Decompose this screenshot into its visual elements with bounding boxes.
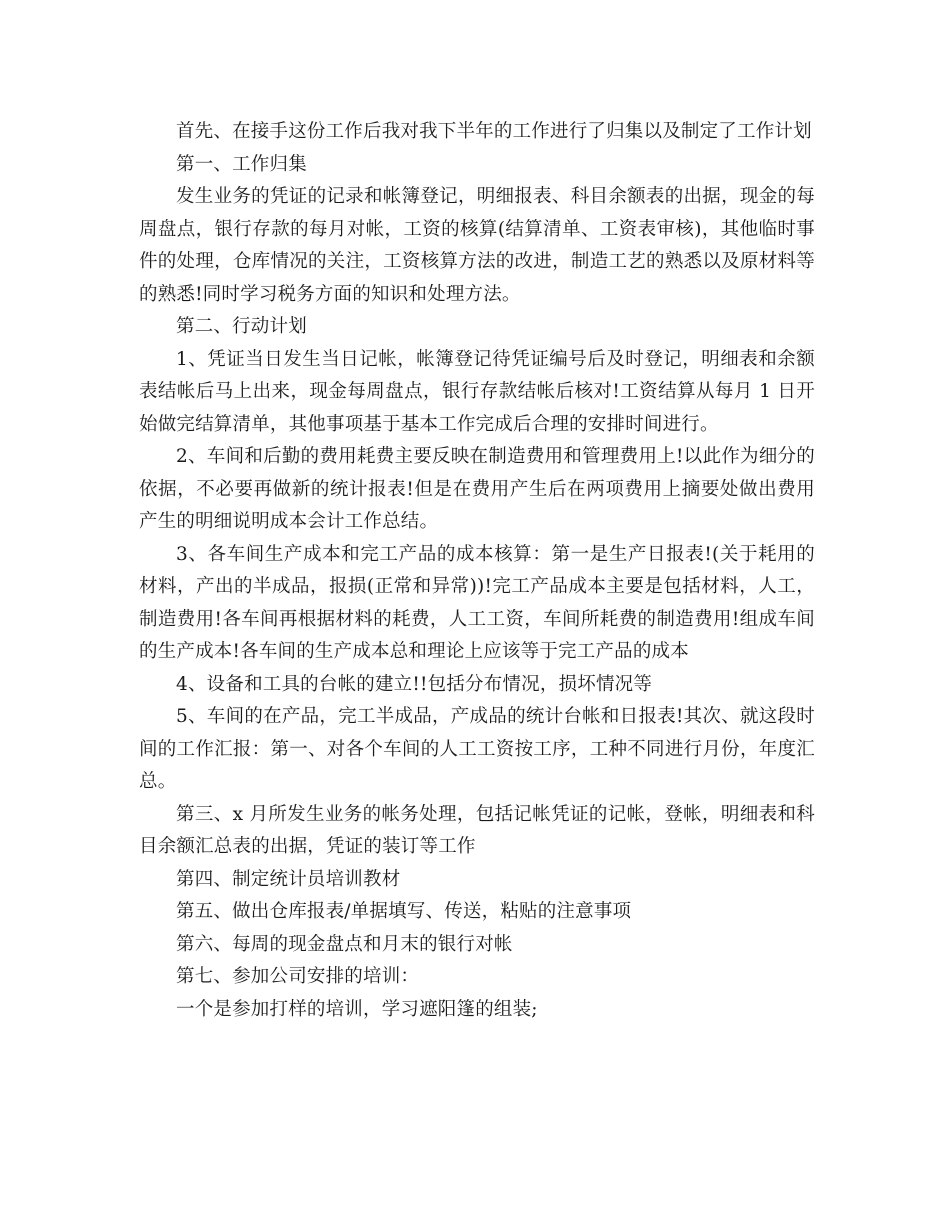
paragraph-item-1: 1、凭证当日发生当日记帐，帐簿登记待凭证编号后及时登记，明细表和余额表结帐后马上出来，现金每周盘点，银行存款结帐后核对!工资结算从每月 1 日开始做完结算清单，其他事项基于基本工作完成后合理的安排时间进行。	[139, 348, 815, 435]
paragraph-section-6: 第六、每周的现金盘点和月末的银行对帐	[176, 933, 513, 955]
paragraph-item-4: 4、设备和工具的台帐的建立!!包括分布情况，损坏情况等	[176, 673, 653, 695]
paragraph-section-4: 第四、制定统计员培训教材	[176, 868, 401, 890]
heading-section-1: 第一、工作归集	[176, 153, 307, 175]
heading-section-2: 第二、行动计划	[176, 316, 307, 337]
document-body	[139, 116, 815, 1026]
paragraph-intro: 首先、在接手这份工作后我对我下半年的工作进行了归集以及制定了工作计划	[176, 121, 812, 142]
paragraph-section-5: 第五、做出仓库报表/单据填写、传送，粘贴的注意事项	[176, 901, 632, 922]
paragraph-section-1: 发生业务的凭证的记录和帐簿登记，明细报表、科目余额表的出据，现金的每周盘点，银行存款的每月对帐，工资的核算(结算清单、工资表审核)，其他临时事件的处理，仓库情况的关注，工资核算方法的改进，制造工艺的熟悉以及原材料等的熟悉!同时学习税务方面的知识和处理方法。	[139, 186, 815, 305]
paragraph-section-3: 第三、x 月所发生业务的帐务处理，包括记帐凭证的记帐，登帐，明细表和科目余额汇总表的出据，凭证的装订等工作	[139, 803, 815, 857]
paragraph-training-1: 一个是参加打样的培训，学习遮阳篷的组装;	[176, 998, 538, 1020]
paragraph-item-3: 3、各车间生产成本和完工产品的成本核算：第一是生产日报表!(关于耗用的材料，产出的半成品，报损(正常和异常))!完工产品成本主要是包括材料，人工，制造费用!各车间再根据材料的耗费，人工工资，车间所耗费的制造费用!组成车间的生产成本!各车间的生产成本总和理论上应该等于完工产品的成本	[139, 543, 815, 662]
paragraph-section-7: 第七、参加公司安排的培训：	[176, 966, 420, 987]
paragraph-item-2: 2、车间和后勤的费用耗费主要反映在制造费用和管理费用上!以此作为细分的依据，不必要再做新的统计报表!但是在费用产生后在两项费用上摘要处做出费用产生的明细说明成本会计工作总结。	[139, 446, 815, 532]
paragraph-item-5: 5、车间的在产品，完工半成品，产成品的统计台帐和日报表!其次、就这段时间的工作汇报：第一、对各个车间的人工工资按工序，工种不同进行月份，年度汇总。	[139, 706, 815, 792]
